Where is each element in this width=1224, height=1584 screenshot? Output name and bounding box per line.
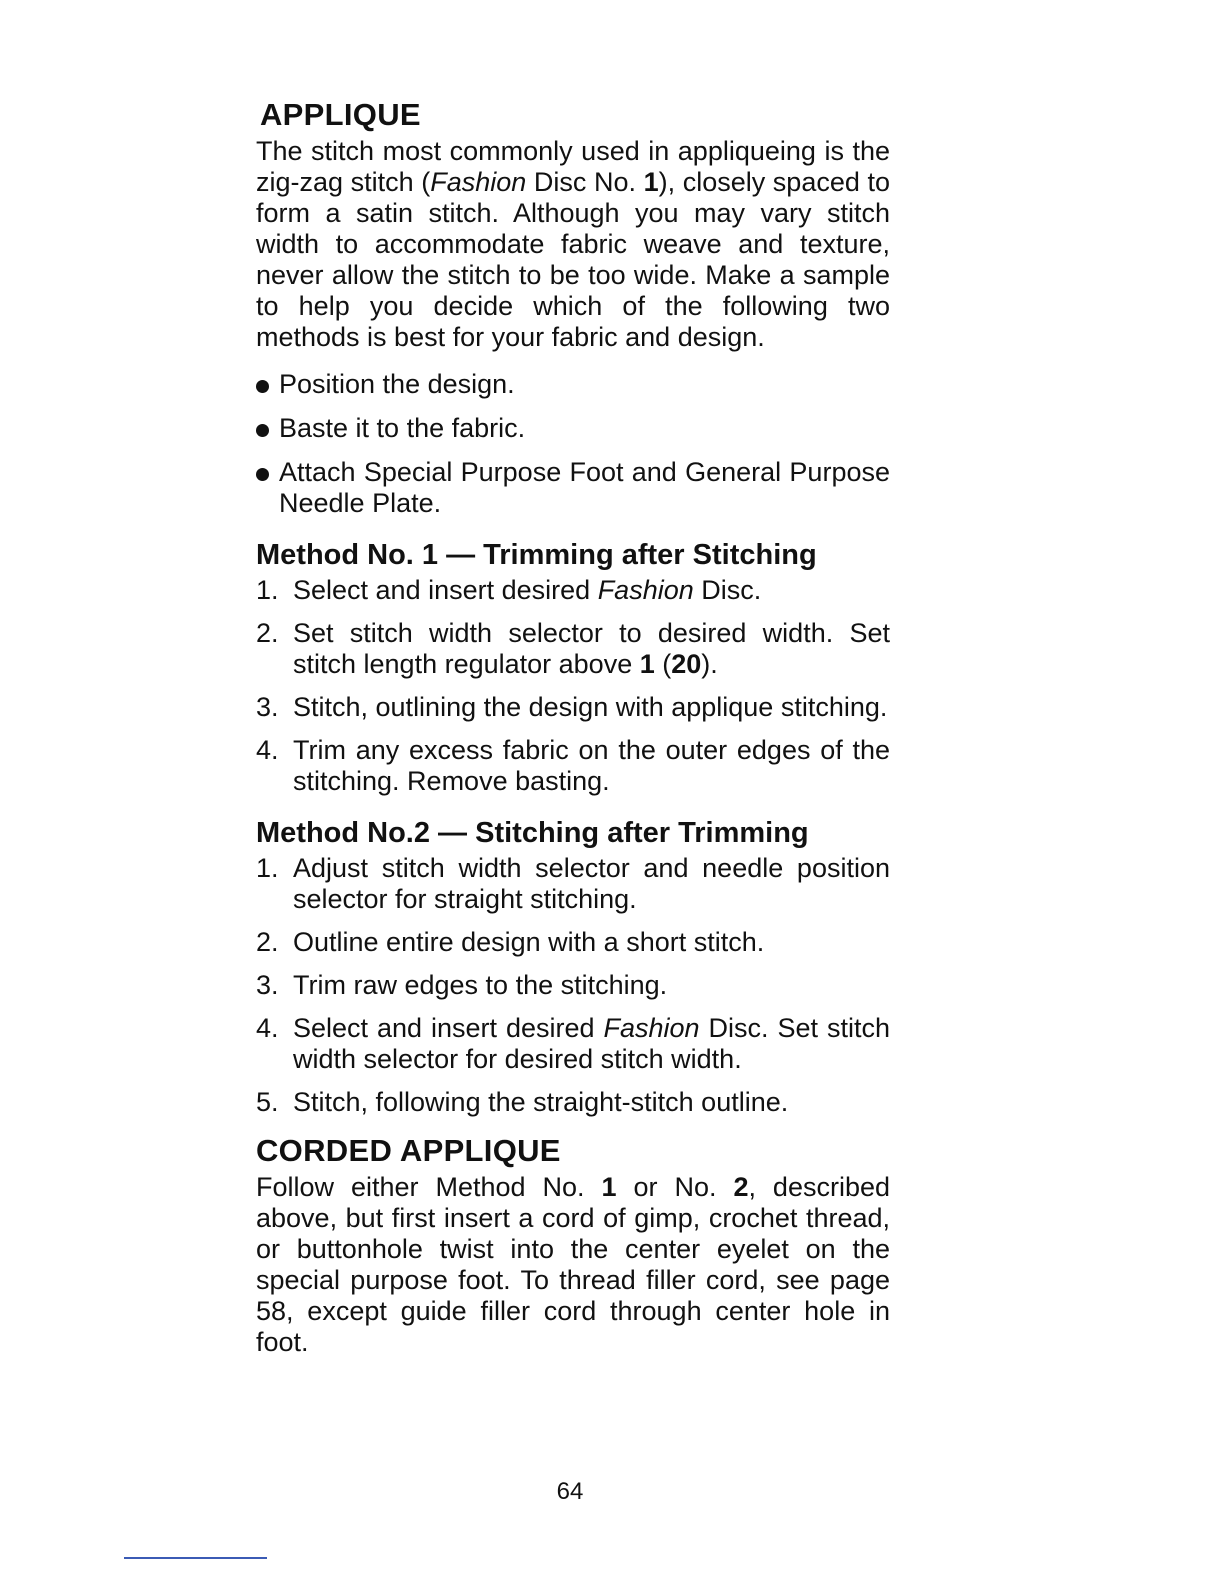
step-text: Trim any excess fabric on the outer edges of the stitching. Remove basting.	[293, 735, 890, 796]
intro-text-2: Disc No.	[526, 167, 644, 197]
intro-fashion-italic: Fashion	[430, 167, 527, 197]
step-fashion-italic: Fashion	[603, 1013, 700, 1043]
intro-disc-number: 1	[643, 167, 659, 197]
step-text: ).	[701, 649, 718, 679]
step-text: Stitch, outlining the design with applique stitching.	[293, 692, 888, 722]
corded-method-number: 2	[733, 1172, 749, 1202]
bullet-text: Attach Special Purpose Foot and General Purpose Needle Plate.	[279, 457, 890, 518]
method-2-steps	[256, 853, 890, 1118]
applique-intro-paragraph	[256, 136, 890, 353]
step-item	[256, 970, 890, 1001]
step-text: Trim raw edges to the stitching.	[293, 970, 668, 1000]
step-number: 4.	[256, 735, 279, 765]
step-text: Disc. Set stitch width selector for desired stitch width.	[293, 1013, 890, 1074]
intro-text-3: ), closely spaced to form a satin stitch. Although you may vary stitch width to accommodate fabric weave and texture, never allow the stitch to be too wide. Make a sample to help you decide which of the following two methods is best for your fabric and design.	[256, 167, 890, 352]
step-number: 3.	[256, 970, 279, 1000]
step-text: Select and insert desired	[293, 575, 598, 605]
step-text: Set stitch width selector to desired width. Set stitch length regulator above	[293, 618, 890, 679]
method-2-heading: Method No.2 — Stitching after Trimming	[256, 817, 809, 849]
bullet-item	[256, 457, 890, 519]
step-number: 2.	[256, 927, 279, 957]
corded-text-1: Follow either Method No.	[256, 1172, 602, 1202]
bullet-text: Baste it to the fabric.	[279, 413, 526, 443]
section-heading-corded-applique: CORDED APPLIQUE	[256, 1133, 561, 1168]
step-text: Disc.	[693, 575, 762, 605]
page-number: 64	[556, 1478, 584, 1505]
intro-text-1: The stitch most commonly used in appliqueing is the zig-zag stitch (	[256, 136, 890, 197]
step-item	[256, 927, 890, 958]
step-number: 1.	[256, 853, 279, 883]
corded-text-2: or No.	[616, 1172, 734, 1202]
step-number: 2.	[256, 618, 279, 648]
step-item	[256, 1087, 890, 1118]
bullet-dot-icon	[256, 468, 269, 481]
bullet-text: Position the design.	[279, 369, 515, 399]
bullet-dot-icon	[256, 424, 269, 437]
method-1-heading: Method No. 1 — Trimming after Stitching	[256, 539, 817, 571]
corded-applique-paragraph	[256, 1172, 890, 1358]
step-text: Select and insert desired	[293, 1013, 604, 1043]
method-1-steps	[256, 575, 890, 797]
step-bold-value: 20	[671, 649, 702, 679]
step-text: Outline entire design with a short stitch.	[293, 927, 765, 957]
corded-method-number: 1	[601, 1172, 617, 1202]
step-text: (	[654, 649, 672, 679]
step-number: 4.	[256, 1013, 279, 1043]
step-number: 5.	[256, 1087, 279, 1117]
step-item	[256, 735, 890, 797]
step-item	[256, 618, 890, 680]
bullet-item	[256, 413, 890, 444]
step-item	[256, 575, 890, 606]
manual-page	[256, 96, 890, 1358]
section-heading-applique: APPLIQUE	[260, 97, 421, 132]
step-text: Adjust stitch width selector and needle position selector for straight stitching.	[293, 853, 890, 914]
step-item	[256, 853, 890, 915]
footer-rule	[124, 1557, 267, 1559]
step-bold-value: 1	[639, 649, 655, 679]
step-item	[256, 692, 890, 723]
bullet-item	[256, 369, 890, 400]
step-number: 3.	[256, 692, 279, 722]
step-text: Stitch, following the straight-stitch outline.	[293, 1087, 789, 1117]
step-item	[256, 1013, 890, 1075]
applique-bullet-list	[256, 369, 890, 519]
step-fashion-italic: Fashion	[597, 575, 694, 605]
bullet-dot-icon	[256, 380, 269, 393]
step-number: 1.	[256, 575, 279, 605]
corded-text-3: , described above, but first insert a cord of gimp, crochet thread, or buttonhole twist into the center eyelet on the special purpose foot. To thread filler cord, see page 58, except guide filler cord through center hole in foot.	[256, 1172, 891, 1357]
